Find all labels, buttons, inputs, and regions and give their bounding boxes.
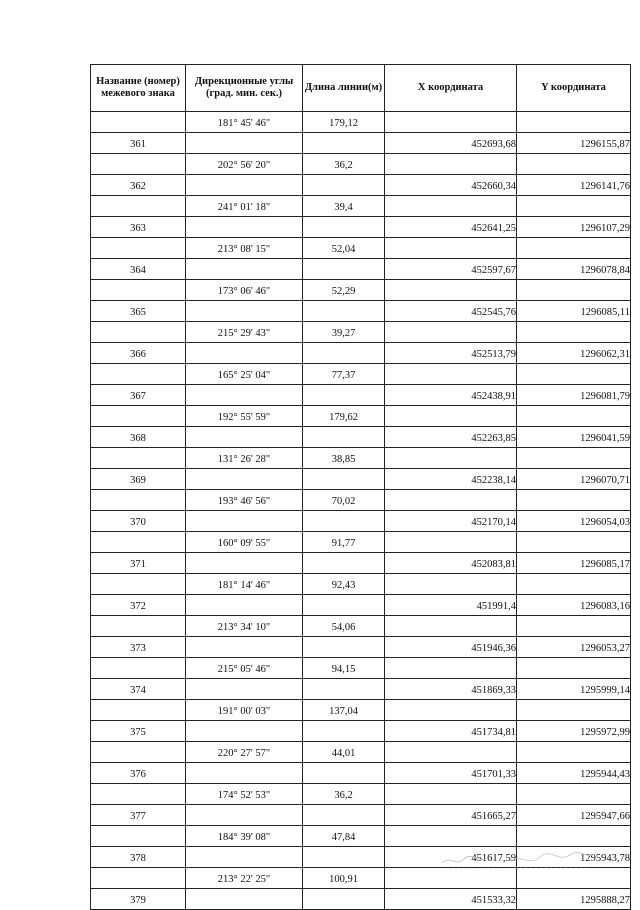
line-length-cell	[303, 721, 385, 742]
mark-name-cell: 370	[91, 511, 186, 532]
x-coordinate-cell: 451665,27	[385, 805, 517, 826]
y-coordinate-cell: 1296085,17	[517, 553, 631, 574]
table-row-segment	[91, 154, 631, 175]
direction-angle-cell	[186, 847, 303, 868]
x-coordinate-cell: 452597,67	[385, 259, 517, 280]
mark-name-cell: 364	[91, 259, 186, 280]
y-coordinate-cell: 1296083,16	[517, 595, 631, 616]
y-coordinate-cell	[517, 742, 631, 763]
line-length-cell	[303, 553, 385, 574]
x-coordinate-cell	[385, 154, 517, 175]
mark-name-cell: 375	[91, 721, 186, 742]
table-row-segment	[91, 826, 631, 847]
line-length-cell: 39,4	[303, 196, 385, 217]
y-coordinate-cell: 1295944,43	[517, 763, 631, 784]
line-length-cell: 36,2	[303, 154, 385, 175]
y-coordinate-cell: 1296062,31	[517, 343, 631, 364]
line-length-cell: 38,85	[303, 448, 385, 469]
x-coordinate-cell: 451991,4	[385, 595, 517, 616]
y-coordinate-cell: 1295947,66	[517, 805, 631, 826]
direction-angle-cell	[186, 217, 303, 238]
x-coordinate-cell: 451946,36	[385, 637, 517, 658]
line-length-cell	[303, 889, 385, 910]
x-coordinate-cell	[385, 784, 517, 805]
y-coordinate-cell	[517, 448, 631, 469]
y-coordinate-cell	[517, 364, 631, 385]
x-coordinate-cell	[385, 238, 517, 259]
y-coordinate-cell	[517, 154, 631, 175]
table-row-segment	[91, 112, 631, 133]
direction-angle-cell: 174° 52' 53"	[186, 784, 303, 805]
x-coordinate-cell	[385, 280, 517, 301]
x-coordinate-cell: 451869,33	[385, 679, 517, 700]
x-coordinate-cell: 451533,32	[385, 889, 517, 910]
table-row-mark	[91, 511, 631, 532]
mark-name-cell: 369	[91, 469, 186, 490]
direction-angle-cell: 215° 05' 46"	[186, 658, 303, 679]
y-coordinate-cell: 1295888,27	[517, 889, 631, 910]
table-row-mark	[91, 259, 631, 280]
y-coordinate-cell	[517, 532, 631, 553]
header-angle: Дирекционные углы (град. мин. сек.)	[186, 65, 303, 112]
table-row-mark	[91, 217, 631, 238]
mark-name-cell: 365	[91, 301, 186, 322]
table-row-segment	[91, 532, 631, 553]
x-coordinate-cell: 451734,81	[385, 721, 517, 742]
line-length-cell	[303, 343, 385, 364]
table-row-segment	[91, 784, 631, 805]
table-row-mark	[91, 427, 631, 448]
mark-name-cell: 362	[91, 175, 186, 196]
x-coordinate-cell	[385, 490, 517, 511]
x-coordinate-cell: 452438,91	[385, 385, 517, 406]
direction-angle-cell	[186, 805, 303, 826]
mark-name-cell	[91, 658, 186, 679]
x-coordinate-cell	[385, 700, 517, 721]
x-coordinate-cell: 451701,33	[385, 763, 517, 784]
x-coordinate-cell	[385, 448, 517, 469]
table-row-segment	[91, 700, 631, 721]
line-length-cell: 92,43	[303, 574, 385, 595]
y-coordinate-cell: 1296070,71	[517, 469, 631, 490]
line-length-cell	[303, 511, 385, 532]
table-row-mark	[91, 763, 631, 784]
mark-name-cell	[91, 280, 186, 301]
x-coordinate-cell	[385, 112, 517, 133]
mark-name-cell	[91, 742, 186, 763]
line-length-cell	[303, 175, 385, 196]
x-coordinate-cell	[385, 406, 517, 427]
table-row-mark	[91, 889, 631, 910]
y-coordinate-cell	[517, 322, 631, 343]
mark-name-cell	[91, 238, 186, 259]
direction-angle-cell	[186, 763, 303, 784]
x-coordinate-cell: 452641,25	[385, 217, 517, 238]
mark-name-cell	[91, 616, 186, 637]
y-coordinate-cell	[517, 616, 631, 637]
y-coordinate-cell: 1296078,84	[517, 259, 631, 280]
line-length-cell: 44,01	[303, 742, 385, 763]
line-length-cell	[303, 637, 385, 658]
table-row-mark	[91, 679, 631, 700]
line-length-cell	[303, 259, 385, 280]
direction-angle-cell: 131° 26' 28"	[186, 448, 303, 469]
x-coordinate-cell	[385, 826, 517, 847]
direction-angle-cell: 181° 45' 46"	[186, 112, 303, 133]
table-body	[91, 112, 631, 910]
y-coordinate-cell	[517, 280, 631, 301]
mark-name-cell: 367	[91, 385, 186, 406]
header-x: X координата	[385, 65, 517, 112]
x-coordinate-cell: 452170,14	[385, 511, 517, 532]
mark-name-cell: 377	[91, 805, 186, 826]
line-length-cell: 137,04	[303, 700, 385, 721]
direction-angle-cell	[186, 427, 303, 448]
x-coordinate-cell	[385, 196, 517, 217]
y-coordinate-cell: 1296081,79	[517, 385, 631, 406]
y-coordinate-cell: 1296054,03	[517, 511, 631, 532]
direction-angle-cell: 213° 08' 15"	[186, 238, 303, 259]
table-row-segment	[91, 238, 631, 259]
faint-stamp-scribble	[440, 845, 600, 875]
x-coordinate-cell: 452660,34	[385, 175, 517, 196]
mark-name-cell	[91, 364, 186, 385]
line-length-cell: 70,02	[303, 490, 385, 511]
direction-angle-cell	[186, 511, 303, 532]
line-length-cell	[303, 847, 385, 868]
line-length-cell: 52,04	[303, 238, 385, 259]
y-coordinate-cell: 1296141,76	[517, 175, 631, 196]
line-length-cell	[303, 385, 385, 406]
mark-name-cell	[91, 322, 186, 343]
table-row-mark	[91, 133, 631, 154]
y-coordinate-cell	[517, 238, 631, 259]
direction-angle-cell	[186, 595, 303, 616]
x-coordinate-cell	[385, 616, 517, 637]
mark-name-cell	[91, 112, 186, 133]
table-row-segment	[91, 658, 631, 679]
mark-name-cell: 376	[91, 763, 186, 784]
direction-angle-cell: 191° 00' 03"	[186, 700, 303, 721]
direction-angle-cell	[186, 175, 303, 196]
x-coordinate-cell: 452513,79	[385, 343, 517, 364]
x-coordinate-cell	[385, 742, 517, 763]
mark-name-cell: 373	[91, 637, 186, 658]
table-row-mark	[91, 385, 631, 406]
table-row-mark	[91, 469, 631, 490]
direction-angle-cell: 220° 27' 57"	[186, 742, 303, 763]
direction-angle-cell	[186, 301, 303, 322]
x-coordinate-cell	[385, 364, 517, 385]
mark-name-cell: 368	[91, 427, 186, 448]
direction-angle-cell: 165° 25' 04"	[186, 364, 303, 385]
x-coordinate-cell	[385, 658, 517, 679]
table-row-mark	[91, 805, 631, 826]
mark-name-cell: 366	[91, 343, 186, 364]
direction-angle-cell: 213° 22' 25"	[186, 868, 303, 889]
x-coordinate-cell	[385, 574, 517, 595]
y-coordinate-cell	[517, 784, 631, 805]
x-coordinate-cell: 452263,85	[385, 427, 517, 448]
table-header-row	[91, 65, 631, 112]
mark-name-cell	[91, 700, 186, 721]
mark-name-cell: 363	[91, 217, 186, 238]
mark-name-cell	[91, 826, 186, 847]
mark-name-cell	[91, 154, 186, 175]
mark-name-cell	[91, 406, 186, 427]
y-coordinate-cell: 1295972,99	[517, 721, 631, 742]
line-length-cell: 179,62	[303, 406, 385, 427]
direction-angle-cell: 213° 34' 10"	[186, 616, 303, 637]
direction-angle-cell: 202° 56' 20"	[186, 154, 303, 175]
line-length-cell: 91,77	[303, 532, 385, 553]
direction-angle-cell	[186, 259, 303, 280]
line-length-cell: 54,06	[303, 616, 385, 637]
direction-angle-cell	[186, 133, 303, 154]
table-row-segment	[91, 448, 631, 469]
y-coordinate-cell: 1295999,14	[517, 679, 631, 700]
direction-angle-cell	[186, 889, 303, 910]
direction-angle-cell: 215° 29' 43"	[186, 322, 303, 343]
direction-angle-cell: 184° 39' 08"	[186, 826, 303, 847]
x-coordinate-cell	[385, 322, 517, 343]
direction-angle-cell	[186, 553, 303, 574]
x-coordinate-cell: 452545,76	[385, 301, 517, 322]
line-length-cell: 77,37	[303, 364, 385, 385]
y-coordinate-cell: 1296085,11	[517, 301, 631, 322]
mark-name-cell	[91, 868, 186, 889]
y-coordinate-cell	[517, 196, 631, 217]
table-row-segment	[91, 280, 631, 301]
header-name: Название (номер) межевого знака	[91, 65, 186, 112]
direction-angle-cell: 160° 09' 55"	[186, 532, 303, 553]
table-row-mark	[91, 553, 631, 574]
table-row-segment	[91, 196, 631, 217]
table-row-segment	[91, 616, 631, 637]
line-length-cell: 36,2	[303, 784, 385, 805]
y-coordinate-cell	[517, 112, 631, 133]
header-length: Длина линии(м)	[303, 65, 385, 112]
direction-angle-cell: 192° 55' 59"	[186, 406, 303, 427]
y-coordinate-cell: 1296107,29	[517, 217, 631, 238]
y-coordinate-cell	[517, 700, 631, 721]
header-y: Y координата	[517, 65, 631, 112]
direction-angle-cell	[186, 637, 303, 658]
table-row-segment	[91, 322, 631, 343]
y-coordinate-cell	[517, 574, 631, 595]
mark-name-cell	[91, 532, 186, 553]
table-row-segment	[91, 574, 631, 595]
mark-name-cell	[91, 784, 186, 805]
line-length-cell: 179,12	[303, 112, 385, 133]
line-length-cell	[303, 805, 385, 826]
direction-angle-cell	[186, 385, 303, 406]
line-length-cell: 94,15	[303, 658, 385, 679]
direction-angle-cell: 193° 46' 56"	[186, 490, 303, 511]
table-row-mark	[91, 343, 631, 364]
y-coordinate-cell	[517, 406, 631, 427]
line-length-cell: 100,91	[303, 868, 385, 889]
x-coordinate-cell: 452238,14	[385, 469, 517, 490]
mark-name-cell: 379	[91, 889, 186, 910]
mark-name-cell	[91, 196, 186, 217]
x-coordinate-cell: 451617,59	[385, 847, 517, 868]
line-length-cell	[303, 763, 385, 784]
direction-angle-cell	[186, 679, 303, 700]
x-coordinate-cell	[385, 532, 517, 553]
direction-angle-cell: 241° 01' 18"	[186, 196, 303, 217]
x-coordinate-cell: 452083,81	[385, 553, 517, 574]
y-coordinate-cell	[517, 658, 631, 679]
direction-angle-cell	[186, 721, 303, 742]
mark-name-cell: 361	[91, 133, 186, 154]
line-length-cell	[303, 679, 385, 700]
y-coordinate-cell: 1295943,78	[517, 847, 631, 868]
line-length-cell: 39,27	[303, 322, 385, 343]
mark-name-cell	[91, 490, 186, 511]
mark-name-cell: 372	[91, 595, 186, 616]
table-row-mark	[91, 721, 631, 742]
table-row-mark	[91, 595, 631, 616]
line-length-cell	[303, 133, 385, 154]
mark-name-cell: 371	[91, 553, 186, 574]
line-length-cell	[303, 301, 385, 322]
line-length-cell	[303, 595, 385, 616]
table-row-segment	[91, 364, 631, 385]
mark-name-cell	[91, 574, 186, 595]
table-row-mark	[91, 637, 631, 658]
y-coordinate-cell	[517, 490, 631, 511]
line-length-cell: 47,84	[303, 826, 385, 847]
table-row-mark	[91, 175, 631, 196]
direction-angle-cell: 173° 06' 46"	[186, 280, 303, 301]
y-coordinate-cell	[517, 826, 631, 847]
direction-angle-cell	[186, 343, 303, 364]
mark-name-cell	[91, 448, 186, 469]
table-row-mark	[91, 301, 631, 322]
mark-name-cell: 378	[91, 847, 186, 868]
table-row-segment	[91, 406, 631, 427]
line-length-cell: 52,29	[303, 280, 385, 301]
y-coordinate-cell: 1296155,87	[517, 133, 631, 154]
direction-angle-cell	[186, 469, 303, 490]
y-coordinate-cell: 1296053,27	[517, 637, 631, 658]
direction-angle-cell: 181° 14' 46"	[186, 574, 303, 595]
line-length-cell	[303, 427, 385, 448]
table-row-segment	[91, 742, 631, 763]
x-coordinate-cell: 452693,68	[385, 133, 517, 154]
line-length-cell	[303, 217, 385, 238]
line-length-cell	[303, 469, 385, 490]
y-coordinate-cell: 1296041,59	[517, 427, 631, 448]
boundary-marks-table	[90, 64, 631, 910]
mark-name-cell: 374	[91, 679, 186, 700]
table-row-segment	[91, 490, 631, 511]
